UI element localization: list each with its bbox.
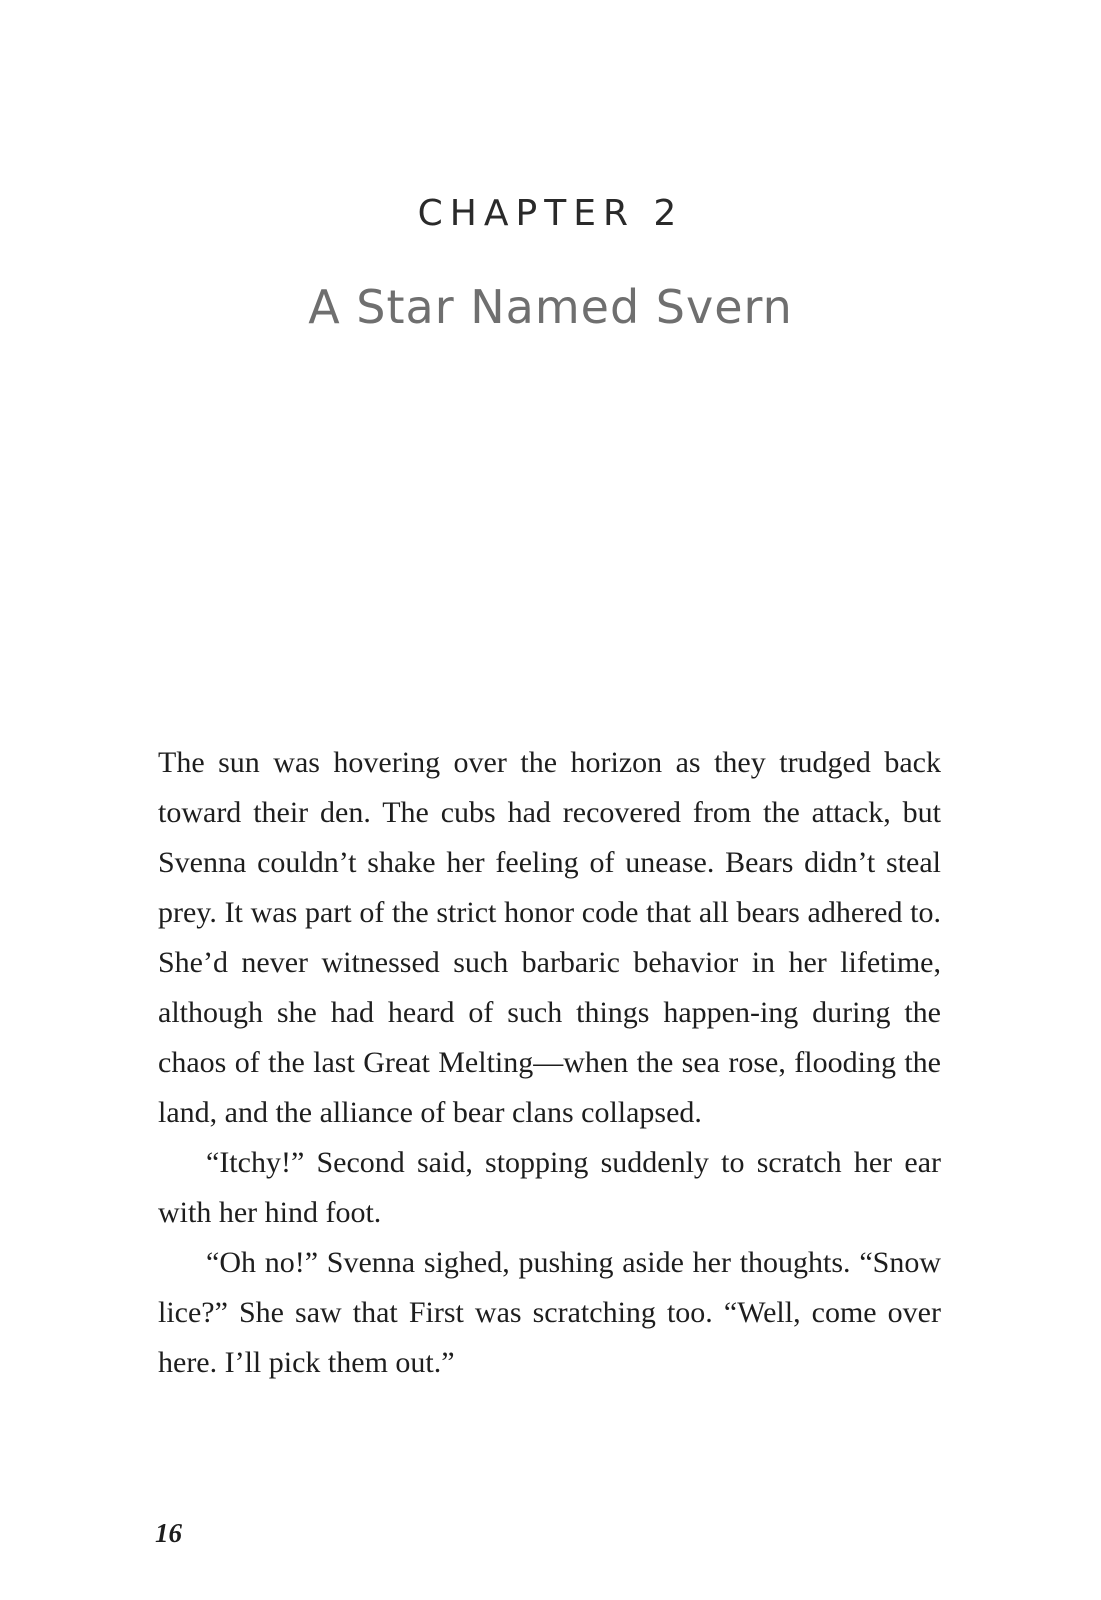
page-number: 16 [155,1518,182,1548]
chapter-label: CHAPTER 2 [417,193,684,234]
paragraph: “Itchy!” Second said, stopping suddenly to scratch her ear with her hind foot. [158,1146,941,1229]
body-text [158,738,941,1388]
chapter-title: A Star Named Svern [308,280,793,334]
paragraph: The sun was hovering over the horizon as they trudged back toward their den. The cubs had recovered from the attack, but Svenna couldn’t shake her feeling of unease. Bears didn’t steal prey. It was part of the strict honor code that all bears adhered to. She’d never witnessed such barbaric behavior in her lifetime, although she had heard of such things happen-ing during the chaos of the last Great Melting—when the sea rose, flooding the land, and the alliance of bear clans collapsed. [158,746,941,1129]
paragraph: “Oh no!” Svenna sighed, pushing aside her thoughts. “Snow lice?” She saw that First was scratching too. “Well, come over here. I’ll pick them out.” [158,1246,941,1379]
